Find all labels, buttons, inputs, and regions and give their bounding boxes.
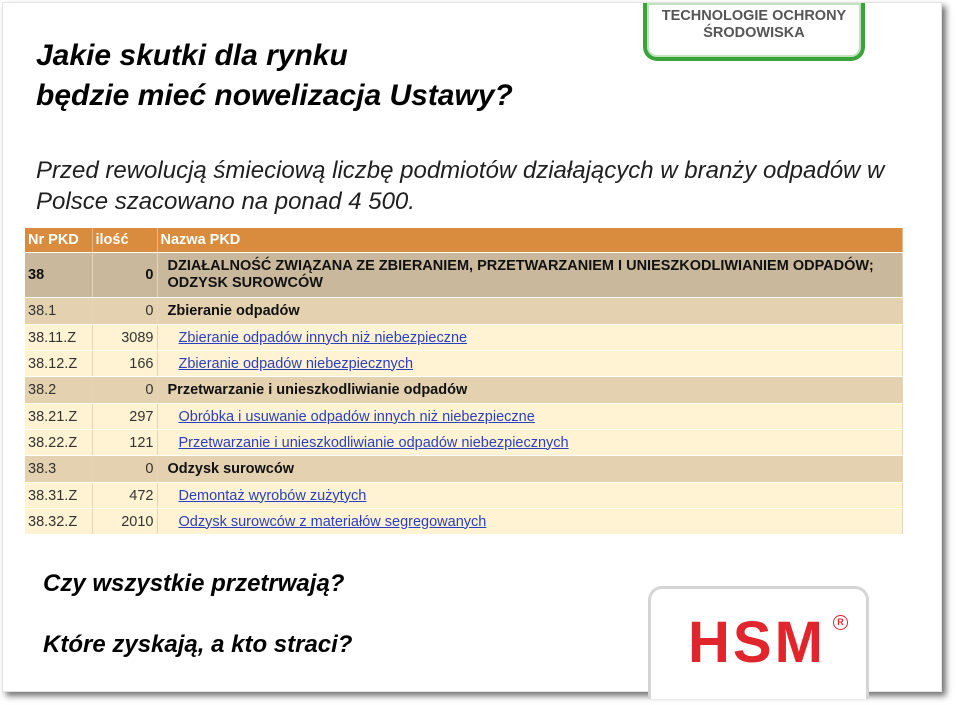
count-cell: 0 <box>92 298 157 325</box>
table-row <box>25 430 902 456</box>
hsm-logo-text: HSM <box>688 610 826 675</box>
column-header-nazwa-pkd: Nazwa PKD <box>157 228 902 253</box>
pkd-code-cell: 38.11.Z <box>25 325 92 351</box>
count-cell: 0 <box>92 456 157 483</box>
pkd-table <box>25 228 903 535</box>
pkd-name-cell <box>157 351 902 377</box>
pkd-name-cell <box>157 483 902 509</box>
pkd-code-cell: 38 <box>25 253 92 298</box>
pkd-name-cell <box>157 430 902 456</box>
table-row <box>25 404 902 430</box>
pkd-link[interactable]: Zbieranie odpadów niebezpiecznych <box>178 355 414 372</box>
pkd-code-cell: 38.3 <box>25 456 92 483</box>
count-cell: 0 <box>92 377 157 404</box>
pkd-link[interactable]: Przetwarzanie i unieszkodliwianie odpadów niebezpiecznych <box>178 434 569 451</box>
pkd-name-cell: Odzysk surowców <box>157 456 902 483</box>
column-header-ilosc: ilość <box>92 228 157 253</box>
table-row <box>25 351 902 377</box>
pkd-link[interactable]: Obróbka i usuwanie odpadów innych niż niebezpieczne <box>178 408 535 425</box>
table-row <box>25 325 902 351</box>
table-row <box>25 456 902 483</box>
pkd-code-cell: 38.21.Z <box>25 404 92 430</box>
count-cell: 2010 <box>92 509 157 535</box>
pkd-name-cell: DZIAŁALNOŚĆ ZWIĄZANA ZE ZBIERANIEM, PRZETWARZANIEM I UNIESZKODLIWIANIEM ODPADÓW; ODZYSK SUROWCÓW <box>157 253 902 298</box>
pkd-link[interactable]: Odzysk surowców z materiałów segregowanych <box>178 513 487 530</box>
hsm-logo <box>648 586 869 699</box>
table-row <box>25 509 902 535</box>
column-header-nr-pkd: Nr PKD <box>25 228 92 253</box>
pkd-name-cell <box>157 404 902 430</box>
table-row <box>25 483 902 509</box>
pkd-name-cell <box>157 325 902 351</box>
count-cell: 297 <box>92 404 157 430</box>
pkd-name-cell: Przetwarzanie i unieszkodliwianie odpadów <box>157 377 902 404</box>
pkd-code-cell: 38.1 <box>25 298 92 325</box>
logo-line-1: TECHNOLOGIE OCHRONY <box>661 8 847 24</box>
slide-title <box>36 36 513 116</box>
count-cell: 166 <box>92 351 157 377</box>
table-header-row <box>25 228 902 253</box>
pkd-code-cell: 38.2 <box>25 377 92 404</box>
pkd-code-cell: 38.12.Z <box>25 351 92 377</box>
pkd-name-cell: Zbieranie odpadów <box>157 298 902 325</box>
count-cell: 0 <box>92 253 157 298</box>
table-row <box>25 377 902 404</box>
pkd-name-cell <box>157 509 902 535</box>
count-cell: 3089 <box>92 325 157 351</box>
question-winners: Które zyskają, a kto straci? <box>43 631 353 658</box>
table-body <box>25 253 902 535</box>
pkd-link[interactable]: Demontaż wyrobów zużytych <box>178 487 367 504</box>
count-cell: 472 <box>92 483 157 509</box>
intro-text: Przed rewolucją śmieciową liczbę podmiotów działających w branży odpadów w Polsce szacowano na ponad 4 500. <box>36 157 885 215</box>
pkd-code-cell: 38.32.Z <box>25 509 92 535</box>
table-row <box>25 253 902 298</box>
question-survive: Czy wszystkie przetrwają? <box>43 570 345 597</box>
registered-mark-icon: R <box>833 615 848 630</box>
logo-line-2: ŚRODOWISKA <box>703 25 805 41</box>
pkd-code-cell: 38.31.Z <box>25 483 92 509</box>
title-line-2: będzie mieć nowelizacja Ustawy? <box>36 79 513 112</box>
count-cell: 121 <box>92 430 157 456</box>
technologie-ochrony-srodowiska-logo <box>643 3 865 61</box>
pkd-code-cell: 38.22.Z <box>25 430 92 456</box>
slide <box>2 2 942 692</box>
title-line-1: Jakie skutki dla rynku <box>36 39 348 72</box>
table-row <box>25 298 902 325</box>
pkd-link[interactable]: Zbieranie odpadów innych niż niebezpieczne <box>178 329 468 346</box>
